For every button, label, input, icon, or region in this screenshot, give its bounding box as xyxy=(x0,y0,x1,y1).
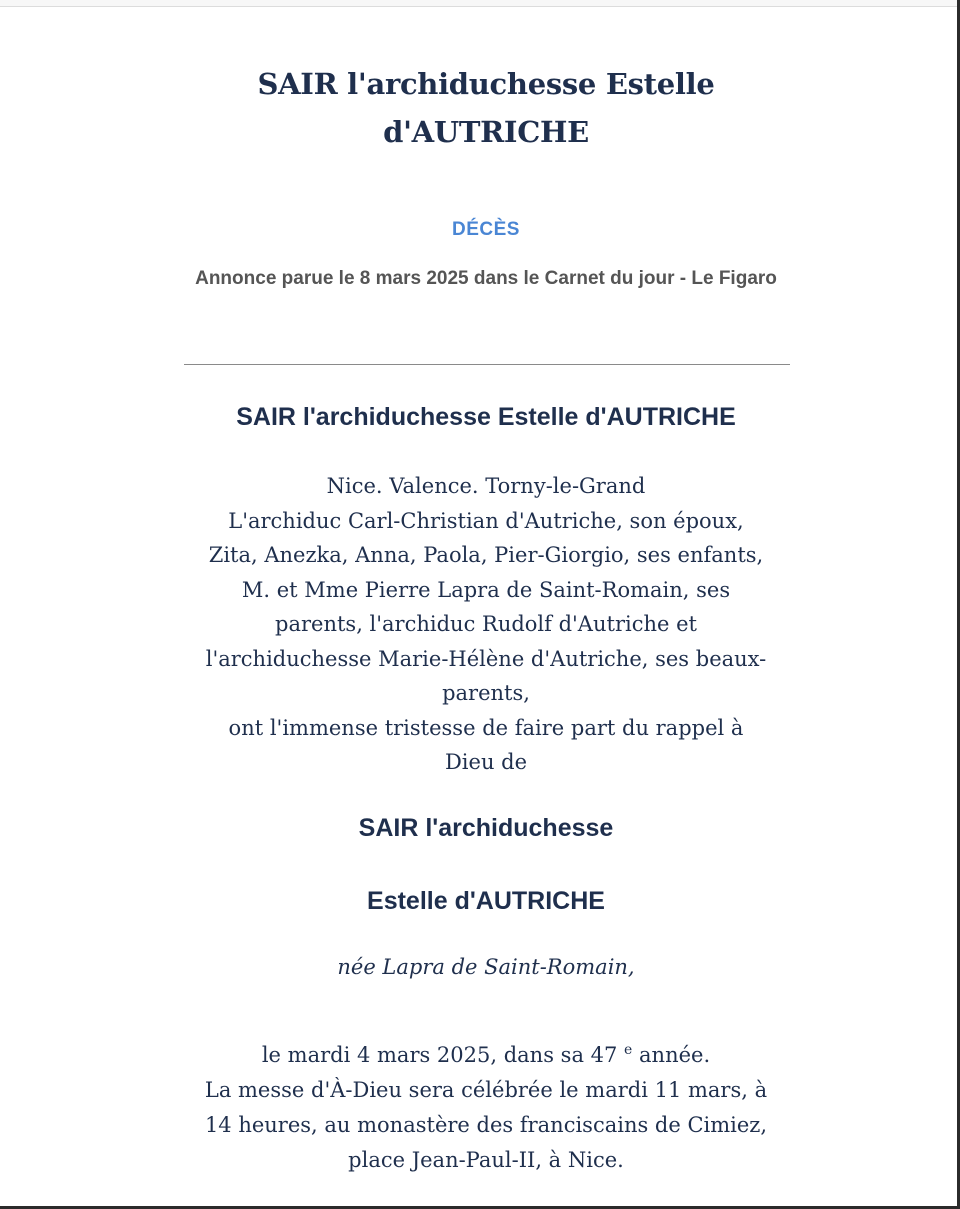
category-label: DÉCÈS xyxy=(452,219,520,240)
body-line: parents, xyxy=(442,681,530,705)
deceased-name: Estelle d'AUTRICHE xyxy=(367,887,605,915)
body-line: Dieu de xyxy=(444,750,528,774)
section-divider xyxy=(184,364,790,365)
mass-line: 14 heures, au monastère des franciscains de Cimiez, xyxy=(204,1113,768,1137)
publication-info: Annonce parue le 8 mars 2025 dans le Carnet du jour - Le Figaro xyxy=(195,268,777,289)
mass-line: La messe d'À-Dieu sera célébrée le mardi 11 mars, à xyxy=(204,1078,768,1102)
date-text-end: année. xyxy=(639,1043,711,1067)
body-line: M. et Mme Pierre Lapra de Saint-Romain, ses xyxy=(241,577,731,602)
ordinal-suffix: e xyxy=(624,1042,633,1058)
body-line: ont l'immense tristesse de faire part du rappel à xyxy=(228,715,744,740)
body-line: L'archiduc Carl-Christian d'Autriche, son époux, xyxy=(228,508,744,533)
date-line xyxy=(180,1038,792,1073)
service-details xyxy=(180,1038,792,1178)
date-text: le mardi 4 mars 2025, dans sa 47 xyxy=(261,1043,618,1067)
body-line: Zita, Anezka, Anna, Paola, Pier-Giorgio, ses enfants, xyxy=(208,543,764,567)
window-top-edge xyxy=(0,0,960,7)
announcement-heading: SAIR l'archiduchesse Estelle d'AUTRICHE xyxy=(236,403,736,431)
page-title: SAIR l'archiduchesse Estelle d'AUTRICHE xyxy=(257,67,715,149)
mass-line: place Jean-Paul-II, à Nice. xyxy=(348,1148,624,1172)
maiden-name: née Lapra de Saint-Romain, xyxy=(337,955,635,979)
deceased-title: SAIR l'archiduchesse xyxy=(358,814,614,842)
announcement-body xyxy=(180,469,792,780)
body-line: Nice. Valence. Torny-le-Grand xyxy=(326,474,646,498)
body-line: parents, l'archiduc Rudolf d'Autriche et xyxy=(275,612,697,636)
body-line: l'archiduchesse Marie-Hélène d'Autriche, ses beaux- xyxy=(205,646,767,671)
